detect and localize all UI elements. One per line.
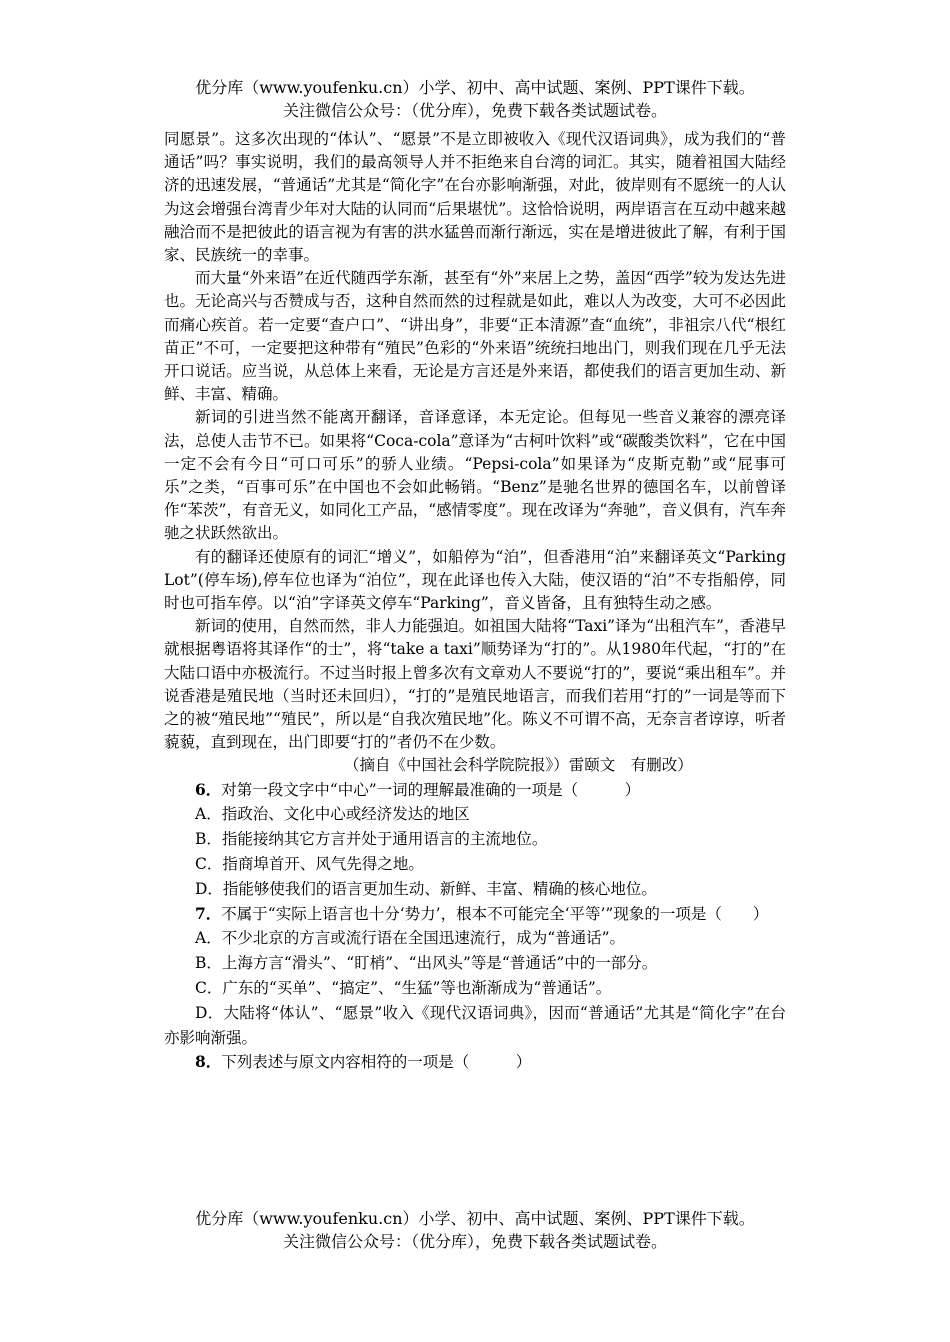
page-header (120, 76, 830, 122)
header-line-1: 优分库（www.youfenku.cn）小学、初中、高中试题、案例、PPT课件下载。 (195, 78, 755, 97)
article-body (164, 128, 786, 1075)
option-a: A．不少北京的方言或流行语在全国迅速流行，成为“普通话”。 (195, 929, 626, 948)
question-text: 对第一段文字中“中心”一词的理解最准确的一项是（ ） (221, 780, 641, 799)
option-b: B．上海方言“滑头”、“盯梢”、“出风头”等是“普通话”中的一部分。 (195, 954, 658, 973)
question-text: 下列表述与原文内容相符的一项是（ ） (221, 1053, 532, 1072)
question-6 (164, 778, 786, 902)
option-d: D．指能够使我们的语言更加生动、新鲜、丰富、精确的核心地位。 (195, 879, 657, 898)
question-stem (164, 1050, 786, 1075)
question-number: 8． (195, 1052, 222, 1072)
question-text: 不属于“实际上语言也十分‘势力’，根本不可能完全‘平等’”现象的一项是（ ） (221, 904, 769, 923)
option-c: C．广东的“买单”、“搞定”、“生猛”等也渐渐成为“普通话”。 (195, 979, 612, 998)
option-c: C．指商埠首开、风气先得之地。 (195, 855, 424, 874)
article-paragraph-4: 有的翻译还使原有的词汇“增义”，如船停为“泊”，但香港用“泊”来翻译英文“Parking Lot”(停车场),停车位也译为“泊位”，现在此译也传入大陆，使汉语的“泊”不专指船停，同时也可指车停。以“泊”字译英文停车“Parking”，音义皆备，且有独特生动之感。 (164, 547, 786, 613)
question-number: 6． (195, 779, 222, 799)
footer-line-2: 关注微信公众号：（优分库），免费下载各类试题试卷。 (282, 1232, 667, 1251)
article-paragraph-1: 同愿景”。这多次出现的“体认”、“愿景”不是立即被收入《现代汉语词典》，成为我们的“普通话”吗？事实说明，我们的最高领导人并不拒绝来自台湾的词汇。其实，随着祖国大陆经济的迅速发展，“普通话”尤其是“简化字”在台亦影响渐强，对此，彼岸则有不愿统一的人认为这会增强台湾青少年对大陆的认同而“后果堪忧”。这恰恰说明，两岸语言在互动中越来越融洽而不是把彼此的语言视为有害的洪水猛兽而渐行渐远，实在是增进彼此了解，有利于国家、民族统一的幸事。 (164, 130, 786, 265)
question-7 (164, 902, 786, 1051)
question-number: 7． (195, 903, 222, 923)
article-paragraph-2: 而大量“外来语”在近代随西学东渐，甚至有“外”来居上之势，盖因“西学”较为发达先进也。无论高兴与否赞成与否，这种自然而然的过程就是如此，难以人为改变，大可不必因此而痛心疾首。若一定要“查户口”、“讲出身”，非要“正本清源”查“血统”，非祖宗八代“根红苗正”不可，一定要把这种带有“殖民”色彩的“外来语”统统扫地出门，则我们现在几乎无法开口说话。应当说，从总体上来看，无论是方言还是外来语，都使我们的语言更加生动、新鲜、丰富、精确。 (164, 269, 786, 404)
article-source: （摘自《中国社会科学院院报》）雷颐文 有删改） (344, 756, 693, 775)
question-8 (164, 1050, 786, 1075)
article-paragraph-3: 新词的引进当然不能离开翻译，音译意译，本无定论。但每见一些音义兼容的漂亮译法，总使人击节不已。如果将“Coca-cola”意译为“古柯叶饮料”或“碳酸类饮料”，它在中国一定不会有今日“可口可乐”的骄人业绩。“Pepsi-cola”如果译为“皮斯克勒”或“屁事可乐”之类，“百事可乐”在中国也不会如此畅销。“Benz”是驰名世界的德国名车，以前曾译作“苯茨”，有音无义，如同化工产品，“感情零度”。现在改译为“奔驰”，音义俱有，汽车奔驰之状跃然欲出。 (164, 408, 786, 543)
question-stem (164, 902, 786, 927)
footer-line-1: 优分库（www.youfenku.cn）小学、初中、高中试题、案例、PPT课件下载。 (195, 1209, 755, 1228)
option-b: B．指能接纳其它方言并处于通用语言的主流地位。 (195, 830, 548, 849)
option-d: D．大陆将“体认”、“愿景”收入《现代汉语词典》，因而“普通话”尤其是“简化字”在台亦影响渐强。 (164, 1003, 786, 1047)
header-line-2: 关注微信公众号：（优分库），免费下载各类试题试卷。 (282, 101, 667, 120)
page-footer (120, 1207, 830, 1253)
question-stem (164, 778, 786, 803)
article-paragraph-5: 新词的使用，自然而然，非人力能强迫。如祖国大陆将“Taxi”译为“出租汽车”，香港早就根据粤语将其译作“的士”，将“take a taxi”顺势译为“打的”。从1980年代起，“打的”在大陆口语中亦极流行。不过当时报上曾多次有文章劝人不要说“打的”，要说“乘出租车”。并说香港是殖民地（当时还未回归），“打的”是殖民地语言，而我们若用“打的”一词是等而下之的被“殖民地”“殖民”，所以是“自我次殖民地”化。陈义不可谓不高，无奈言者谆谆，听者藐藐，直到现在，出门即要“打的”者仍不在少数。 (164, 617, 786, 752)
option-a: A．指政治、文化中心或经济发达的地区 (195, 805, 470, 824)
